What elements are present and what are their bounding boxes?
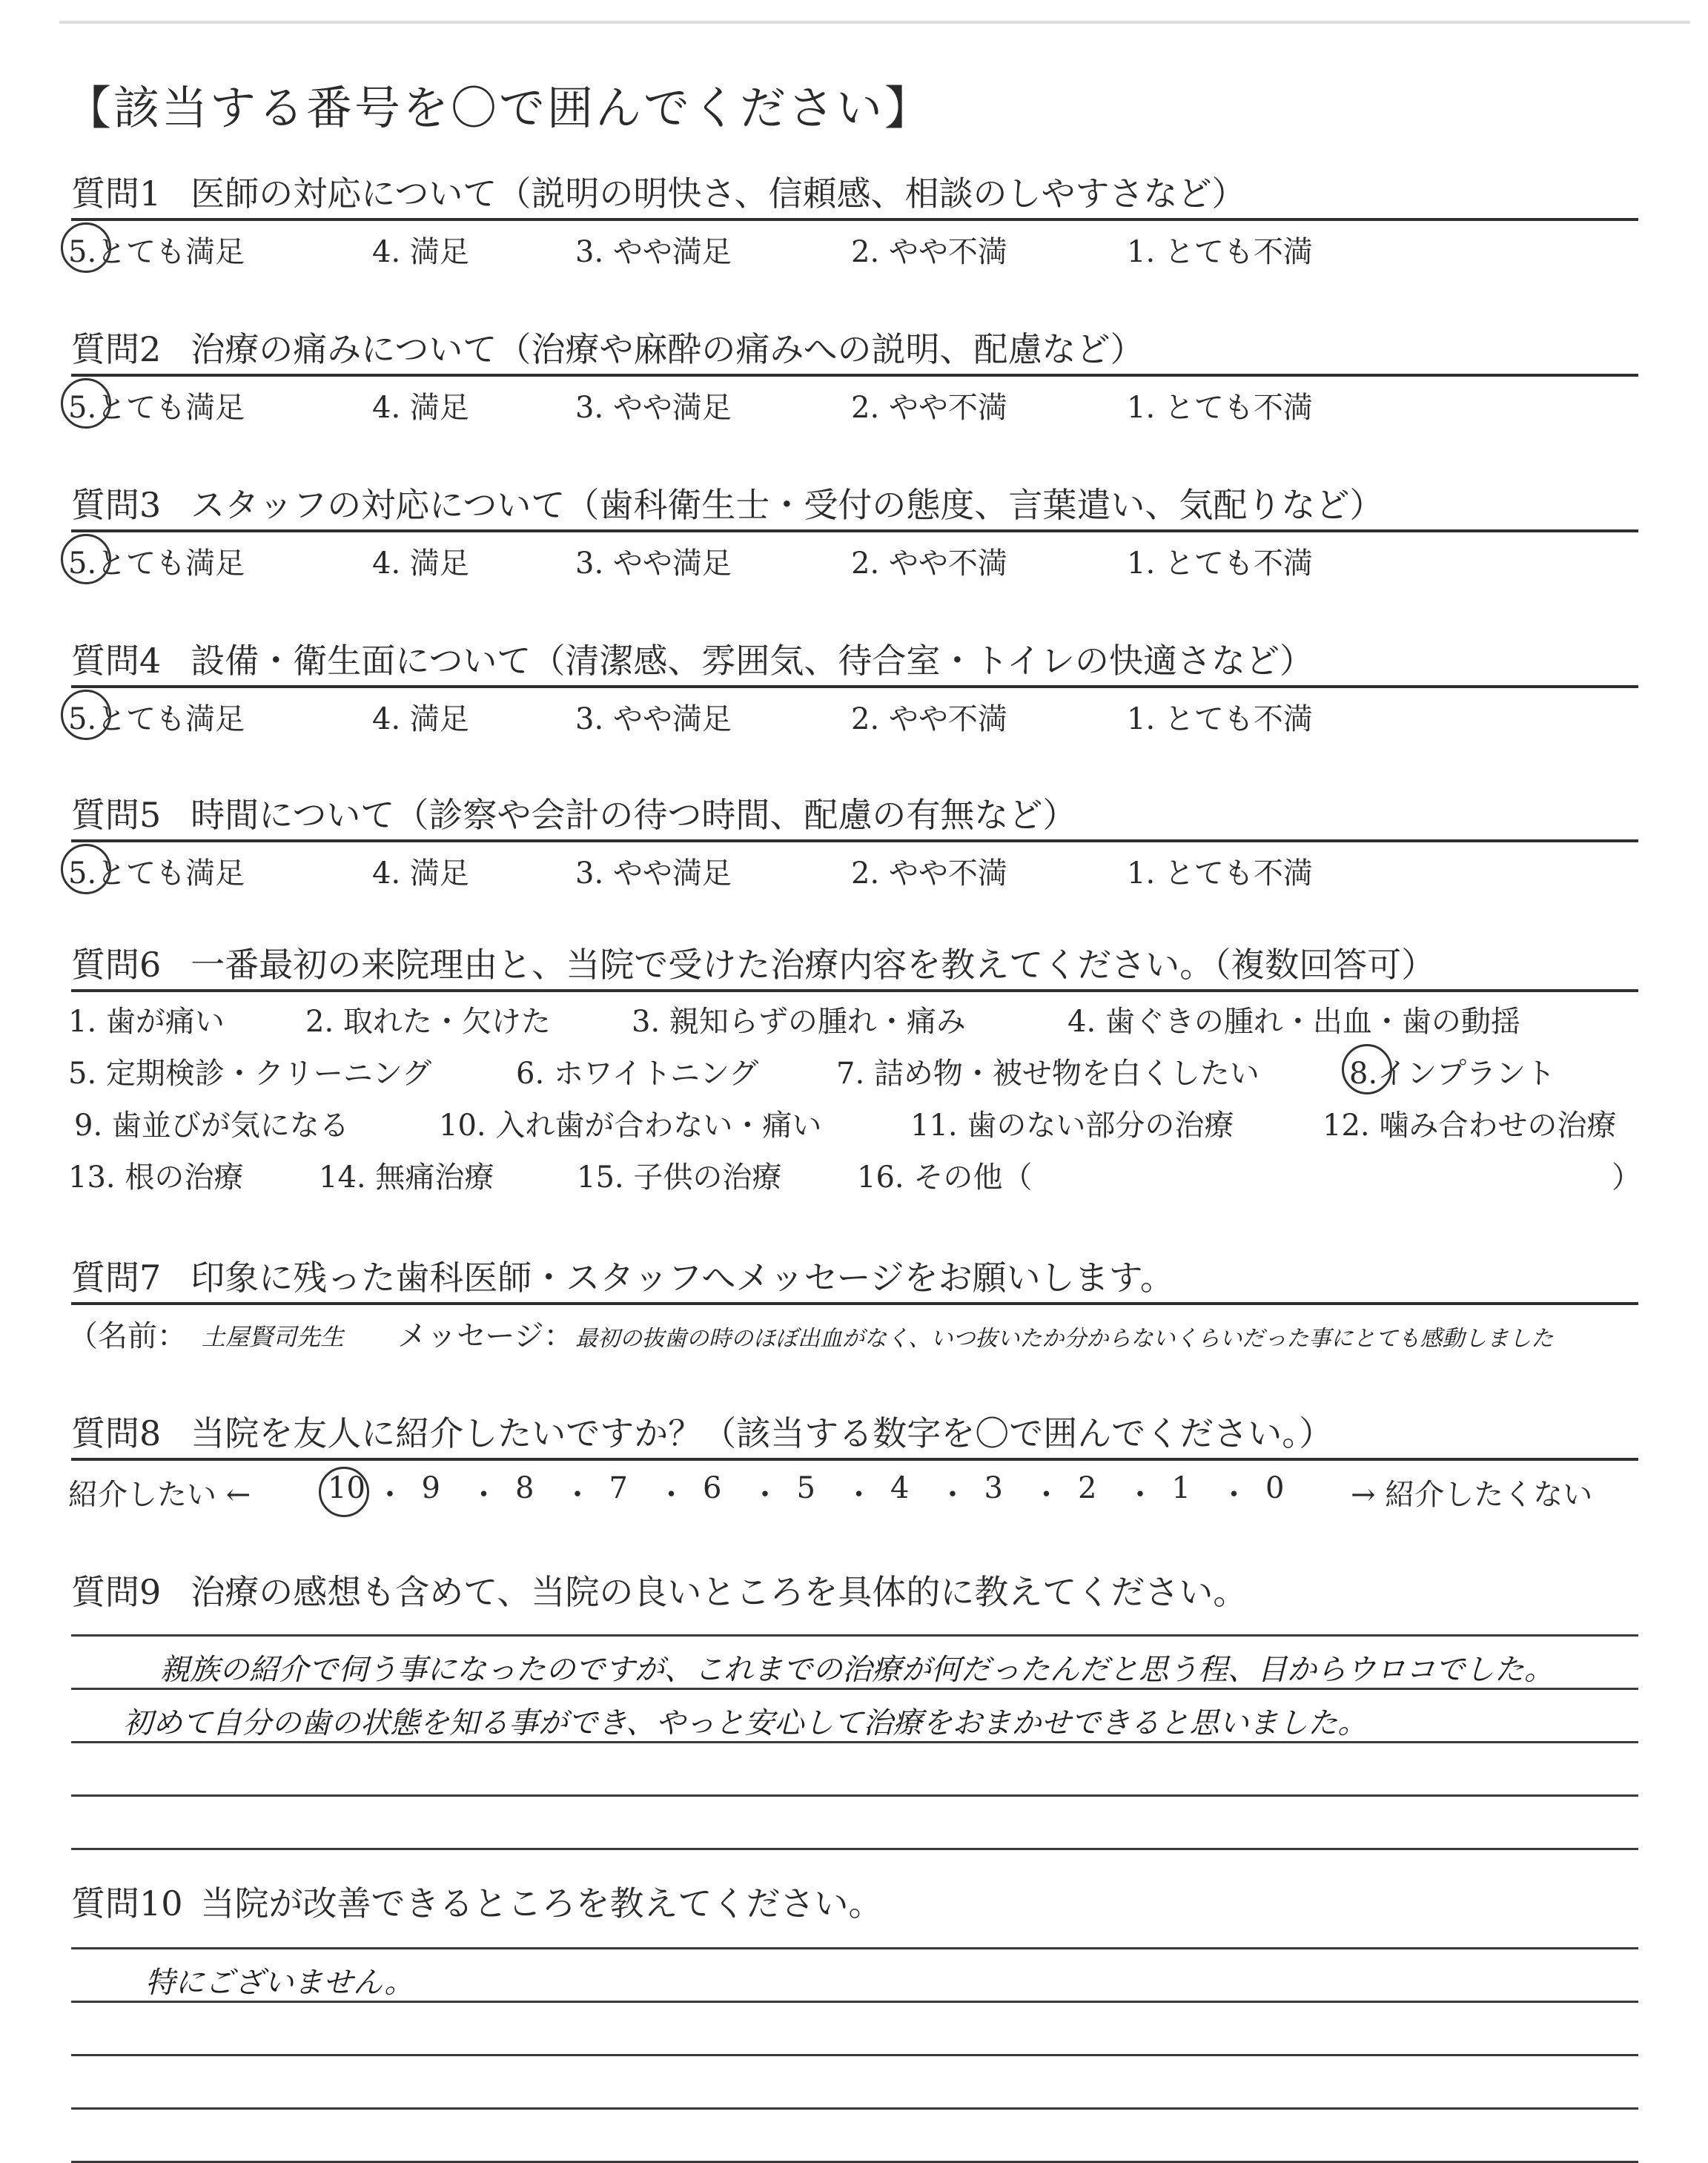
scale-value-label: 8	[515, 1471, 534, 1505]
scale-value-label: 0	[1265, 1471, 1285, 1505]
scale-separator: ・	[750, 1478, 780, 1512]
writing-line	[71, 1947, 1638, 1949]
choice-item[interactable]	[910, 1102, 1234, 1144]
question-8	[68, 1409, 1638, 1514]
writing-line	[71, 1634, 1638, 1637]
choice-label: 8.インプラント	[1349, 1057, 1556, 1091]
choice-label: 10. 入れ歯が合わない・痛い	[439, 1109, 822, 1143]
question-2	[68, 325, 1638, 430]
rating-options	[68, 377, 1638, 430]
selection-circle	[61, 690, 111, 740]
handwritten-answer: 特にございません。	[145, 1966, 414, 2000]
scale-value[interactable]	[703, 1471, 721, 1505]
scale-separator: ・	[938, 1478, 967, 1512]
choice-label: 7. 詰め物・被せ物を白くしたい	[836, 1057, 1260, 1091]
question-text: 治療の痛みについて（治療や麻酔の痛みへの説明、配慮など）	[191, 329, 1145, 369]
choice-item[interactable]	[319, 1154, 494, 1196]
rating-option-label: 1. とても不満	[1127, 856, 1313, 891]
scale-separator: ・	[844, 1478, 874, 1512]
rating-option[interactable]	[372, 696, 469, 738]
rating-option-label: 4. 満足	[372, 856, 469, 891]
question-text: 治療の感想も含めて、当院の良いところを具体的に教えてください。	[191, 1572, 1248, 1612]
question-5-heading	[71, 790, 1638, 842]
message-value[interactable]: 最初の抜歯の時のほぼ出血がなく、いつ抜いたか分からないくらいだった事にとても感動しました	[575, 1326, 1554, 1352]
rating-option[interactable]	[851, 228, 1007, 271]
scale-separator: ・	[375, 1478, 405, 1512]
selection-circle	[61, 844, 111, 894]
rating-option-label: 2. やや不満	[851, 391, 1007, 425]
question-text: 当院を友人に紹介したいですか？（該当する数字を〇で囲んでください。）	[191, 1413, 1334, 1453]
rating-option-label: 4. 満足	[372, 391, 469, 425]
choice-label: 4. 歯ぐきの腫れ・出血・歯の動揺	[1068, 1005, 1520, 1039]
scale-value-label: 3	[984, 1471, 1003, 1505]
rating-option-label: 3. やや満足	[575, 235, 732, 269]
question-number: 質問3	[71, 485, 162, 525]
rating-option-label: 2. やや不満	[851, 546, 1007, 581]
rating-option-label: 1. とても不満	[1127, 391, 1313, 425]
scale-right-label: → 紹介したくない	[1351, 1478, 1593, 1512]
message-label: メッセージ：	[397, 1319, 574, 1353]
choice-label: 9. 歯並びが気になる	[74, 1109, 349, 1143]
rating-option-label: 2. やや不満	[851, 235, 1007, 269]
question-text: 当院が改善できるところを教えてください。	[200, 1883, 883, 1923]
choice-label: 14. 無痛治療	[319, 1160, 494, 1195]
scale-value[interactable]	[328, 1471, 365, 1505]
question-7	[68, 1253, 1638, 1358]
question-4-heading	[71, 636, 1638, 688]
scale-value-label: 5	[796, 1471, 815, 1505]
page-title: 【該当する番号を〇で囲んでください】	[65, 81, 933, 135]
selection-circle	[61, 378, 111, 429]
rating-option-label: 3. やや満足	[575, 546, 732, 581]
scale-value-label: 9	[421, 1471, 440, 1505]
top-divider	[59, 21, 1690, 24]
scale-separator: ・	[1031, 1478, 1062, 1512]
scale-separator: ・	[1125, 1478, 1155, 1512]
selection-circle	[61, 222, 111, 273]
question-10-heading	[71, 1879, 1638, 1928]
selection-circle	[1342, 1044, 1392, 1094]
choice-label: 13. 根の治療	[68, 1160, 244, 1195]
choice-row	[68, 1148, 1641, 1200]
question-number: 質問8	[71, 1413, 162, 1453]
question-text: 印象に残った歯科医師・スタッフへメッセージをお願いします。	[191, 1258, 1174, 1298]
rating-option-label: 2. やや不満	[851, 702, 1007, 736]
choice-label: 2. 取れた・欠けた	[305, 1005, 551, 1039]
scale-value-label: 1	[1171, 1471, 1191, 1505]
choice-label: 3. 親知らずの腫れ・痛み	[632, 1005, 966, 1039]
question-number: 質問1	[71, 174, 162, 214]
rating-option[interactable]	[575, 850, 732, 892]
rating-option[interactable]	[575, 696, 732, 738]
scale-value-label: 2	[1078, 1471, 1097, 1505]
question-number: 質問10	[71, 1883, 183, 1923]
question-text: スタッフの対応について（歯科衛生士・受付の態度、言葉遣い、気配りなど）	[191, 485, 1384, 525]
question-10	[71, 1879, 1638, 2000]
other-closing-paren: ）	[1612, 1160, 1641, 1195]
rating-options	[68, 688, 1638, 742]
choice-row	[68, 992, 1638, 1044]
choice-item[interactable]	[632, 998, 966, 1040]
handwritten-answer: 初めて自分の歯の状態を知る事ができ、やっと安心して治療をおまかせできると思いました。	[123, 1706, 1368, 1740]
question-number: 質問4	[71, 641, 162, 681]
scale-value-label: 7	[609, 1471, 628, 1505]
rating-option[interactable]	[575, 384, 732, 426]
choice-item[interactable]	[1068, 998, 1520, 1040]
scale-separator: ・	[469, 1478, 499, 1512]
scale-separator: ・	[656, 1478, 686, 1512]
question-5	[68, 790, 1638, 896]
writing-line	[71, 2107, 1638, 2110]
name-value[interactable]: 土屋賢司先生	[202, 1323, 345, 1351]
question-number: 質問6	[71, 945, 162, 985]
question-text: 設備・衛生面について（清潔感、雰囲気、待合室・トイレの快適さなど）	[191, 641, 1314, 681]
rating-options	[68, 842, 1638, 896]
rating-option[interactable]	[372, 850, 469, 892]
rating-option[interactable]	[851, 850, 1007, 892]
scale-value[interactable]	[1265, 1471, 1284, 1505]
question-text: 一番最初の来院理由と、当院で受けた治療内容を教えてください。（複数回答可）	[191, 945, 1436, 985]
message-row	[68, 1305, 1638, 1358]
rating-option[interactable]	[575, 228, 732, 271]
choice-item[interactable]	[439, 1102, 821, 1144]
handwritten-answer: 親族の紹介で伺う事になったのですが、これまでの治療が何だったんだと思う程、目からウロコでした。	[160, 1653, 1554, 1687]
choice-item[interactable]	[74, 1102, 349, 1144]
rating-option[interactable]	[851, 540, 1007, 582]
rating-option-label: 2. やや不満	[851, 856, 1007, 891]
choice-label: 15. 子供の治療	[577, 1160, 782, 1195]
selection-circle	[319, 1467, 369, 1517]
choice-item[interactable]	[577, 1154, 781, 1196]
rating-option[interactable]	[372, 384, 469, 426]
writing-line	[71, 1848, 1638, 1850]
selection-circle	[61, 534, 111, 584]
rating-option[interactable]	[1127, 384, 1313, 426]
question-number: 質問9	[71, 1572, 162, 1612]
scale-value[interactable]	[1172, 1471, 1191, 1505]
rating-option-label: 4. 満足	[372, 702, 469, 736]
question-4	[68, 636, 1638, 742]
question-number: 質問5	[71, 795, 162, 835]
choice-label: 5. 定期検診・クリーニング	[68, 1057, 432, 1091]
scale-value[interactable]	[609, 1471, 628, 1505]
rating-option-label: 3. やや満足	[575, 391, 732, 425]
rating-option[interactable]	[1127, 696, 1313, 738]
rating-option[interactable]	[1127, 228, 1313, 271]
choice-label: 12. 噛み合わせの治療	[1323, 1109, 1617, 1143]
scale-value-label: 10	[328, 1471, 365, 1505]
rating-option-label: 1. とても不満	[1127, 702, 1313, 736]
scale-left-label: 紹介したい ←	[68, 1478, 251, 1512]
writing-line	[71, 2054, 1638, 2056]
question-6-heading	[71, 940, 1638, 992]
rating-option[interactable]	[68, 228, 245, 271]
rating-option-label: 1. とても不満	[1127, 235, 1313, 269]
scale-value[interactable]	[797, 1471, 815, 1505]
scale-value-label: 4	[890, 1471, 910, 1505]
rating-option[interactable]	[1127, 540, 1313, 582]
question-8-heading	[71, 1409, 1638, 1461]
question-7-heading	[71, 1253, 1638, 1305]
choice-item[interactable]	[1323, 1102, 1616, 1144]
choice-item[interactable]	[68, 1154, 243, 1196]
scale-value[interactable]	[515, 1471, 534, 1505]
choice-item[interactable]	[836, 1050, 1260, 1092]
choice-item[interactable]	[1349, 1050, 1555, 1092]
rating-option[interactable]	[851, 696, 1007, 738]
rating-option-label: 1. とても不満	[1127, 546, 1313, 581]
rating-option[interactable]	[68, 384, 245, 426]
choice-item[interactable]	[857, 1154, 1032, 1196]
choice-label: 6. ホワイトニング	[516, 1057, 759, 1091]
question-text: 医師の対応について（説明の明快さ、信頼感、相談のしやすさなど）	[191, 174, 1246, 214]
name-label: （名前：	[68, 1319, 187, 1353]
question-3	[68, 481, 1638, 586]
scale-value[interactable]	[984, 1471, 1003, 1505]
rating-option-label: 4. 満足	[372, 235, 469, 269]
rating-option[interactable]	[1127, 850, 1313, 892]
rating-option[interactable]	[68, 696, 245, 738]
rating-option-label: 5.とても満足	[68, 856, 245, 891]
scale-separator: ・	[1219, 1478, 1249, 1512]
scale-value[interactable]	[422, 1471, 440, 1505]
rating-option[interactable]	[68, 850, 245, 892]
rating-option-label: 5.とても満足	[68, 235, 245, 269]
question-number: 質問2	[71, 329, 162, 369]
choice-label: 1. 歯が痛い	[68, 1005, 225, 1039]
question-1	[68, 169, 1638, 274]
rating-option-label: 5.とても満足	[68, 391, 245, 425]
rating-option-label: 3. やや満足	[575, 856, 732, 891]
rating-option[interactable]	[575, 540, 732, 582]
choice-item[interactable]	[68, 998, 225, 1040]
question-1-heading	[71, 169, 1638, 221]
choice-item[interactable]	[68, 1050, 431, 1092]
rating-options	[68, 532, 1638, 586]
choice-row	[68, 1044, 1638, 1096]
scale-value[interactable]	[1078, 1471, 1096, 1505]
question-text: 時間について（診察や会計の待つ時間、配慮の有無など）	[191, 795, 1077, 835]
recommend-scale	[68, 1461, 1638, 1514]
question-9-heading	[71, 1568, 1638, 1617]
question-2-heading	[71, 325, 1638, 377]
rating-option[interactable]	[851, 384, 1007, 426]
scale-value-label: 6	[703, 1471, 722, 1505]
choice-item[interactable]	[516, 1050, 758, 1092]
rating-option-label: 5.とても満足	[68, 702, 245, 736]
scale-separator: ・	[563, 1478, 592, 1512]
rating-option[interactable]	[372, 540, 469, 582]
question-9	[71, 1568, 1638, 1740]
rating-option-label: 5.とても満足	[68, 546, 245, 581]
rating-options	[68, 221, 1638, 274]
choice-label: 16. その他（	[857, 1160, 1033, 1195]
rating-option[interactable]	[372, 228, 469, 271]
question-3-heading	[71, 481, 1638, 532]
question-number: 質問7	[71, 1258, 162, 1298]
rating-option[interactable]	[68, 540, 245, 582]
rating-option-label: 4. 満足	[372, 546, 469, 581]
rating-option-label: 3. やや満足	[575, 702, 732, 736]
writing-line	[71, 1794, 1638, 1797]
choice-item[interactable]	[305, 998, 551, 1040]
choice-label: 11. 歯のない部分の治療	[910, 1109, 1234, 1143]
question-6	[68, 940, 1641, 1200]
choice-row	[71, 1096, 1638, 1148]
scale-value[interactable]	[890, 1471, 909, 1505]
